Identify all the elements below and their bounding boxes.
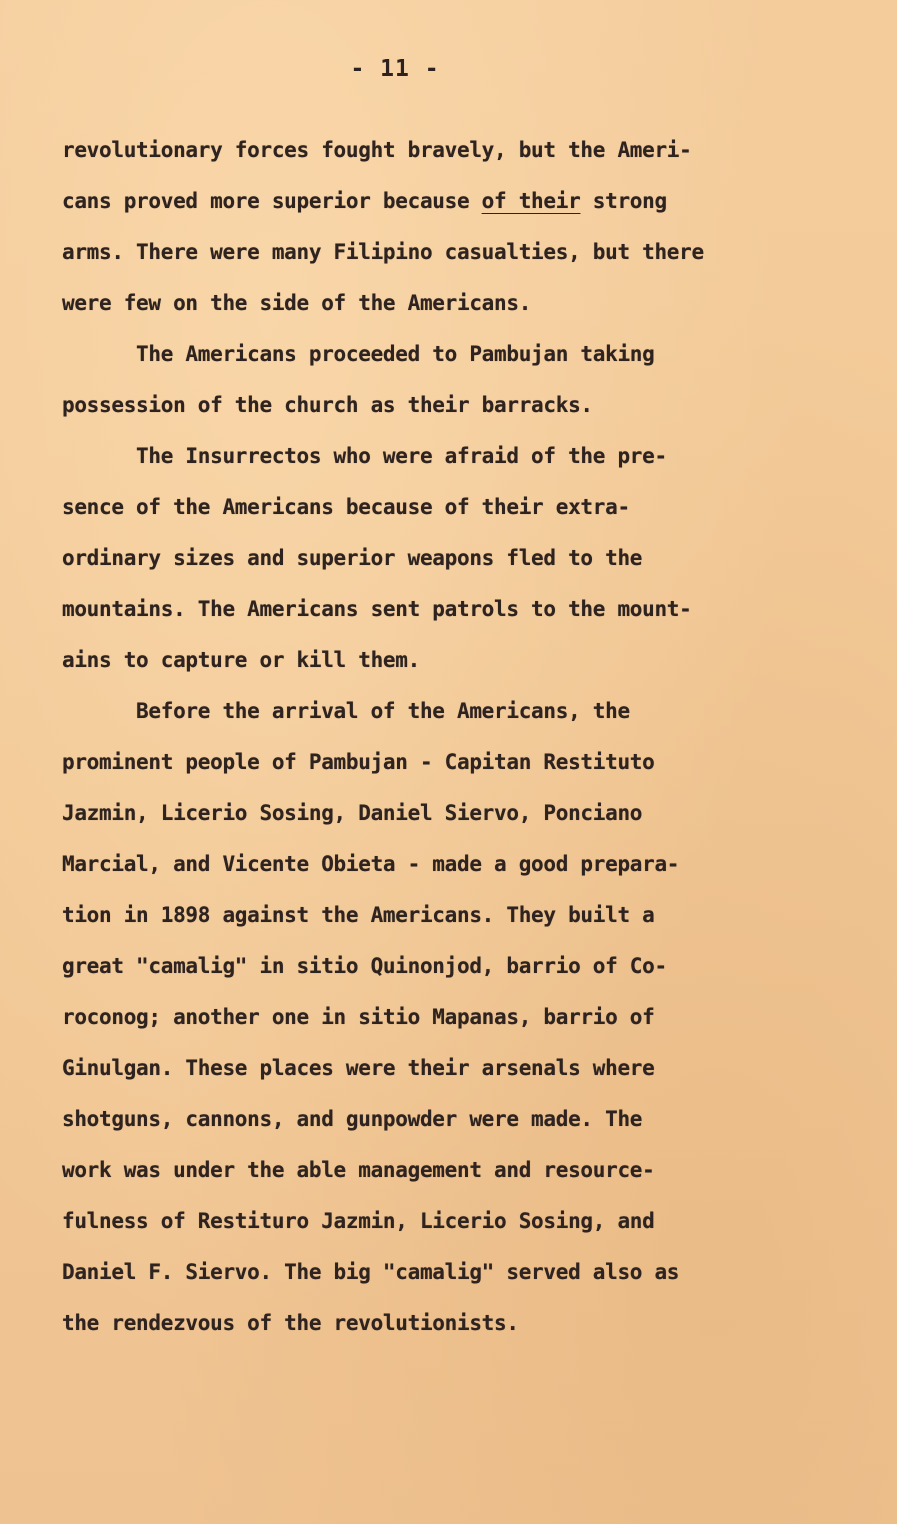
underlined-text: of their [481,189,581,213]
text-line [62,181,852,232]
text-segment: prominent people of Pambujan - Capitan Restituto [62,750,655,774]
text-segment: the rendezvous of the revolutionists. [62,1311,519,1335]
text-line [62,538,852,589]
text-line [62,640,852,691]
text-line [62,385,852,436]
text-segment: strong [580,189,667,213]
text-segment: ains to capture or kill them. [62,648,420,672]
text-segment: revolutionary forces fought bravely, but the Ameri- [62,138,692,162]
text-segment: mountains. The Americans sent patrols to the mount- [62,597,692,621]
text-segment: shotguns, cannons, and gunpowder were made. The [62,1107,643,1131]
text-segment: ordinary sizes and superior weapons fled to the [62,546,643,570]
text-line [62,1048,852,1099]
text-line [62,334,852,385]
text-line [62,844,852,895]
text-line [62,742,852,793]
text-line [62,1150,852,1201]
text-segment: The Americans proceeded to Pambujan taking [62,342,655,366]
body-text [62,130,852,1354]
text-line [62,436,852,487]
text-segment: Ginulgan. These places were their arsenals where [62,1056,655,1080]
text-segment: arms. There were many Filipino casualties, but there [62,240,704,264]
text-segment: cans proved more superior because [62,189,482,213]
text-segment: Marcial, and Vicente Obieta - made a good prepara- [62,852,680,876]
text-line [62,1099,852,1150]
text-line [62,589,852,640]
text-line [62,895,852,946]
text-line [62,793,852,844]
text-segment: sence of the Americans because of their extra- [62,495,630,519]
text-segment: tion in 1898 against the Americans. They built a [62,903,655,927]
text-line [62,232,852,283]
text-segment: great "camalig" in sitio Quinonjod, barrio of Co- [62,954,667,978]
text-line [62,946,852,997]
text-line [62,1303,852,1354]
text-segment: The Insurrectos who were afraid of the pre- [62,444,667,468]
text-line [62,1252,852,1303]
page-number: - 11 - [350,56,440,82]
text-line [62,691,852,742]
text-line [62,487,852,538]
text-segment: Before the arrival of the Americans, the [62,699,630,723]
text-line [62,1201,852,1252]
text-segment: possession of the church as their barracks. [62,393,593,417]
text-segment: roconog; another one in sitio Mapanas, barrio of [62,1005,655,1029]
text-segment: were few on the side of the Americans. [62,291,532,315]
text-segment: fulness of Restituro Jazmin, Licerio Sosing, and [62,1209,655,1233]
text-line [62,997,852,1048]
text-segment: Jazmin, Licerio Sosing, Daniel Siervo, Ponciano [62,801,643,825]
text-line [62,283,852,334]
text-line [62,130,852,181]
text-segment: Daniel F. Siervo. The big "camalig" served also as [62,1260,680,1284]
text-segment: work was under the able management and resource- [62,1158,655,1182]
